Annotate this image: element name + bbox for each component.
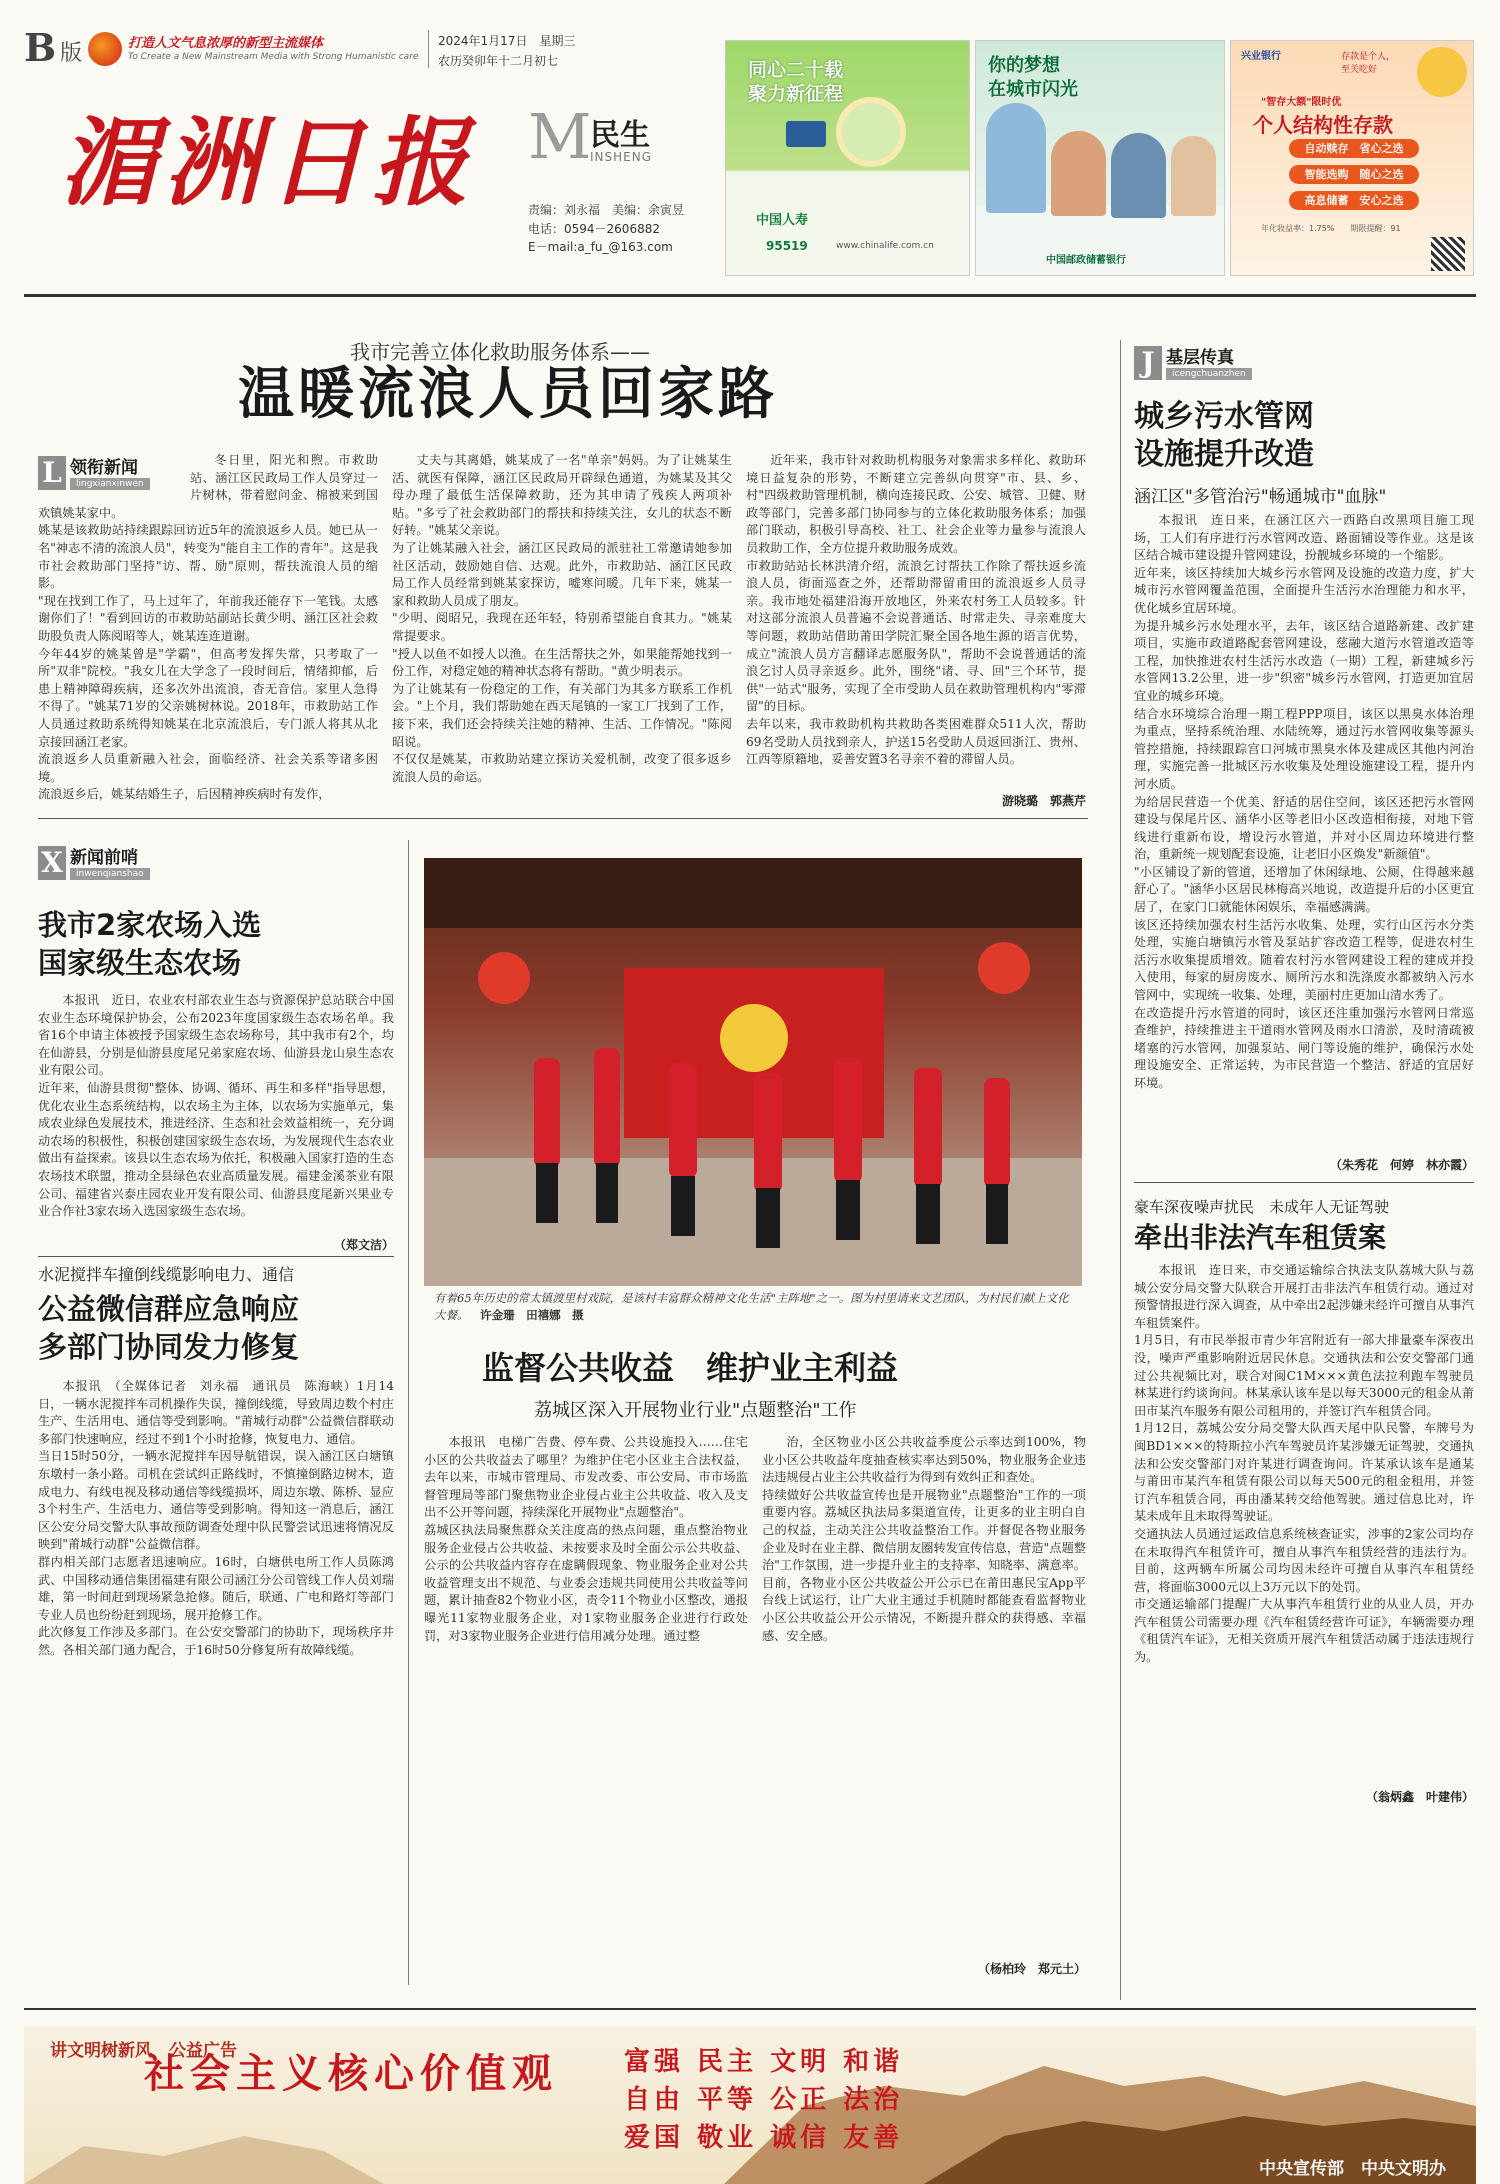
person-image bbox=[1051, 131, 1106, 216]
psa-header: 讲文明树新风 公益广告 bbox=[50, 2041, 237, 2061]
center-byline: （杨柏玲 郑元土） bbox=[977, 1962, 1086, 1976]
section-name: 民生 bbox=[590, 118, 650, 153]
edition-bar bbox=[24, 25, 714, 70]
section-py: lingxianxinwen bbox=[70, 478, 150, 490]
edition-label: 版 bbox=[60, 41, 83, 66]
center-col2: 治，全区物业小区公共收益季度公示率达到100%，物业小区公共收益年度抽查核实率达到50%，物业服务企业违法违规侵占业主公共收益行为得到有效纠正和查处。 持续做好公共收益宣传也是开展物业"点题整治"工作的一项重要内容。荔城区执法局多渠道宣传，让更多的业主明白自己的权益，主动关注公共收益整治工作。并督促各物业服务企业及时在业主群、微信朋友圈转发宣传信息，营造"点题整治"工作氛围，进一步提升业主的支持率、知晓率、满意率。目前，各物业小区公共收益公开公示已在莆田惠民宝App平台线上试运行，让广大业主通过手机随时都能查看监督物业小区公共收益公开公示情况，不断提升群众的获得感、幸福感、安全感。 bbox=[762, 1435, 1086, 1643]
lead-col1 bbox=[38, 452, 378, 812]
lead-kicker: 我市完善立体化救助服务体系—— bbox=[350, 340, 650, 364]
right-kicker2: 豪车深夜噪声扰民 未成年人无证驾驶 bbox=[1134, 1198, 1390, 1216]
section-letter: X bbox=[38, 846, 66, 880]
lead-byline: 游晓璐 郭燕芹 bbox=[1001, 794, 1086, 808]
ad3-item: 智能选购 随心之选 bbox=[1289, 165, 1419, 184]
section-label-right bbox=[1134, 346, 1252, 380]
right-subhead: 涵江区"多管治污"畅通城市"血脉" bbox=[1134, 487, 1387, 507]
section-masthead bbox=[528, 100, 718, 256]
photo-credit: 许金珊 田禧娜 摄 bbox=[480, 1308, 584, 1322]
psa-line1: 富强 民主 文明 和谐 bbox=[624, 2047, 904, 2077]
divider bbox=[428, 30, 429, 68]
paper-name: 湄洲日报 bbox=[60, 106, 476, 219]
person-image bbox=[986, 103, 1046, 213]
ad1-title1: 同心二十载 bbox=[748, 59, 844, 81]
section-cn: 领衔新闻 bbox=[70, 458, 138, 478]
ad2-brand: 中国邮政储蓄银行 bbox=[1046, 255, 1126, 266]
photo-caption bbox=[434, 1290, 1074, 1324]
section-letter: L bbox=[38, 456, 66, 490]
ad2-title2: 在城市闪光 bbox=[988, 79, 1078, 100]
lead-headline: 温暖流浪人员回家路 bbox=[238, 362, 778, 427]
left-headline1a: 我市2家农场入选 bbox=[38, 908, 262, 942]
slogan: 打造人文气息浓厚的新型主流媒体 bbox=[128, 36, 324, 51]
psa-line2: 自由 平等 公正 法治 bbox=[624, 2085, 904, 2115]
editors: 责编：刘永福 美编：余寅昱 bbox=[528, 203, 685, 217]
divider bbox=[38, 818, 1088, 819]
psa-slogans bbox=[24, 2026, 1476, 2184]
left-headline2a: 公益微信群应急响应 bbox=[38, 1292, 300, 1326]
edition-letter: B bbox=[24, 25, 57, 70]
lead-col2: 丈夫与其离婚，姚某成了一名"单亲"妈妈。为了让姚某生活、就医有保障，涵江区民政局开辟绿色通道，为姚某及其父母办理了最低生活保障救助，还为其申请了残疾人两项补贴。"多亏了社会救助部门的帮扶和持续关注，女儿的状态不断好转。"姚某父亲说。 为了让姚某融入社会，涵江区民政局的派驻社工常邀请她参加社区活动，鼓励她自信、达观。此外，市救助站、涵江区民政局工作人员经常到姚某家探访，嘘寒问暖。几年下来，姚某一家和救助人员成了朋友。 "少明、阅昭兄，我现在还年轻，特别希望能自食其力。"姚某常提要求。 "授人以鱼不如授人以渔。在生活帮扶之外，如果能帮她找到一份工作，对稳定她的精神状态将有帮助。"黄少明表示。 为了让姚某有一份稳定的工作，有关部门为其多方联系工作机会。"上个月，我们帮助她在西天尾镇的一家工厂找到了工作，接下来，我们还会持续关注她的精神、生活、工作情况。"陈阅昭说。 不仅仅是姚某，市救助站建立探访关爱机制，改变了很多返乡流浪人员的命运。 bbox=[392, 453, 732, 784]
phone: 电话：0594－2606882 bbox=[528, 222, 660, 236]
section-py: inwenqianshao bbox=[70, 868, 150, 880]
ad-industrial-bank[interactable] bbox=[1230, 40, 1474, 276]
section-py: icengchuanzhen bbox=[1166, 368, 1252, 380]
ad2-title1: 你的梦想 bbox=[988, 55, 1060, 76]
train-icon bbox=[786, 121, 826, 147]
right-headline1: 城乡污水管网 bbox=[1134, 399, 1314, 434]
ad3-note: 年化收益率：1.75% 期限提醒：91 bbox=[1261, 224, 1401, 233]
column-divider bbox=[1120, 340, 1121, 2000]
ad3-item: 自动赎存 省心之选 bbox=[1289, 139, 1419, 158]
section-letter: J bbox=[1134, 346, 1162, 380]
qr-code-icon[interactable] bbox=[1431, 237, 1465, 271]
left-headline1b: 国家级生态农场 bbox=[38, 946, 242, 980]
right-body2: 本报讯 连日来，市交通运输综合执法支队荔城大队与荔城公安分局交警大队联合开展打击非法汽车租赁行动。通过对预警情报进行深入调查，从中牵出2起涉嫌未经许可擅自从事汽车租赁案件。 1月5日，有市民举报市青少年宫附近有一部大排量豪车深夜出没，噪声严重影响附近居民休息。交通执法和公安交警部门通过公共视频比对，联合对闽C1M×××黄色法拉利跑车驾驶员林某进行约谈询问。林某承认该车是以每天3000元的租金从莆田市某汽车服务有限公司租用的，并签订汽车租赁合同。 1月12日，荔城公安分局交警大队西天尾中队民警，车牌号为闽BD1×××的特斯拉小汽车驾驶员许某涉嫌无证驾驶，交通执法和公安交警部门对许某进行调查询问。许某承认该车是通某与莆田市某汽车租赁有限公司以每天500元的租金租用，并签订汽车租赁合同，再由潘某转交给他驾驶。通过信息比对，许某未成年且未取得驾驶证。 交通执法人员通过运政信息系统核查证实，涉事的2家公司均存在未取得汽车租赁许可，擅自从事汽车租赁经营的违法行为。目前，这两辆车所属公司均因未经许可擅自从事汽车租赁经营，将面临3000元以上3万元以下的处罚。 市交通运输部门提醒广大从事汽车租赁行业的从业人员，开办汽车租赁公司需要办理《汽车租赁经营许可证》，车辆需要办理《租赁汽车证》，无相关资质开展汽车租赁活动属于违法违规行为。 bbox=[1134, 1263, 1474, 1665]
lead-col3: 近年来，我市针对救助机构服务对象需求多样化、救助环境日益复杂的形势，不断建立完善纵向贯穿"市、县、乡、村"四级救助管理机制，横向连接民政、公安、城管、卫健、财政等部门，完善多部门协同参与的立体化救助服务体系；加强部门联动，积极引导高校、社工、社会企业等力量参与流浪人员救助工作，全方位提升救助服务成效。 市救助站站长林洪清介绍，流浪乞讨帮扶工作除了帮扶返乡流浪人员，街面巡查之外，还帮助滞留甫田的流浪返乡人员寻亲。我市地处福建沿海开放地区，外来农村务工人员较多。针对这部分流浪人员普遍不会说普通话、时常走失、寻亲难度大等问题，救助站借助莆田学院汇聚全国各地生源的语言优势，成立"流浪人员方言翻译志愿服务队"，帮助不会说普通话的流浪乞讨人员寻亲返乡。此外，围绕"诸、寻、回"三个环节，提供"一站式"服务，实现了全市受助人员在救助管理机构内"零滞留"的目标。 去年以来，我市救助机构共救助各类困难群众511人次，帮助69名受助人员找到亲人，护送15名受助人员返回浙江、贵州、江西等原籍地，妥善安置3名寻亲不着的滞留人员。 bbox=[746, 453, 1086, 767]
ad-china-life[interactable] bbox=[725, 40, 970, 276]
right-byline1: （朱秀花 何婷 林亦霞） bbox=[1329, 1158, 1474, 1172]
column-divider bbox=[408, 840, 409, 1985]
person-image bbox=[1111, 133, 1166, 218]
right-byline2: （翁炳鑫 叶建伟） bbox=[1365, 1790, 1474, 1804]
lead-col1-text: 冬日里，阳光和煦。市救助站、涵江区民政局工作人员穿过一片树林，带着慰问金、棉被来到国欢镇姚某家中。 姚某是该救助站持续跟踪回访近5年的流浪返乡人员。她已从一名"神志不清的流浪人员"，转变为"能自主工作的青年"。这是我市社会救助部门坚持"访、帮、励"原则，帮扶流浪人员的缩影。 "现在找到工作了，马上过年了，年前我还能存下一笔钱。太感谢你们了！"看到回访的市救助站副站长黄少明、涵江区社会救助股负责人陈阅昭等人，姚某连连道谢。 今年44岁的姚某曾是"学霸"，但高考发挥失常，只考取了一所"双非"院校。"我女儿在大学念了一段时间后，情绪抑郁，后患上精神障碍疾病，还多次外出流浪，杳无音信。家里人急得不得了。"姚某71岁的父亲姚树林说。2018年，市救助站工作人员通过救助系统得知姚某在北京流浪后，专门派人将其从北京接回涵江老家。 流浪返乡人员重新融入社会，面临经济、社会关系等诸多困境。 流浪返乡后，姚某结婚生子，后因精神疾病时有发作， bbox=[38, 453, 378, 802]
ad1-brand: 中国人寿 bbox=[756, 213, 809, 228]
email: E－mail:a_fu_@163.com bbox=[528, 240, 673, 254]
section-pinyin: INSHENG bbox=[590, 150, 653, 164]
photo-dancers bbox=[424, 858, 1082, 1286]
bee-mascot-icon bbox=[1417, 47, 1467, 97]
left-body2: 本报讯 （全媒体记者 刘永福 通讯员 陈海峡）1月14日，一辆水泥搅拌车司机操作失误，撞倒线缆，导致周边数个村庄生产、生活用电、通信等受到影响。"莆城行动群"公益微信群联动多部门快速响应，经过不到1个小时抢修，恢复电力、通信。 当日15时50分，一辆水泥搅拌车因导航错误，误入涵江区白塘镇东墩村一条小路。司机在尝试纠正路线时，不慎撞倒路边树木，造成电力、有线电视及移动通信等线缆损坏，周边东墩、陈桥、显应3个村生产、生活电力、通信等受到影响。得知这一消息后，涵江区公安分局交警大队事故预防调查处理中队民警尝试迅速将情况反映到"莆城行动群"公益微信群。 群内相关部门志愿者迅速响应。16时，白塘供电所工作人员陈鸿武、中国移动通信集团福建有限公司涵江分公司管线工作人员刘瑞雄，第一时间赶到现场紧急抢修。随后，联通、广电和路灯等部门专业人员也纷纷赶到现场，展开抢修工作。 此次修复工作涉及多部门。在公安交警部门的协助下，现场秩序井然。各相关部门通力配合，于16时50分修复所有故障线缆。 bbox=[38, 1379, 394, 1657]
right-headline3: 牵出非法汽车租赁案 bbox=[1134, 1221, 1387, 1254]
photo-image bbox=[424, 858, 1082, 1286]
section-label-left bbox=[38, 846, 150, 880]
ad3-title: 个人结构性存款 bbox=[1253, 113, 1393, 137]
ad3-tag: "智存大额"限时优 bbox=[1261, 97, 1342, 108]
ad1-title2: 聚力新征程 bbox=[748, 83, 844, 105]
ad3-side: 存款是个人，至关吃好 bbox=[1341, 52, 1396, 75]
lunar-date: 农历癸卯年十二月初七 bbox=[438, 54, 559, 68]
psa-sponsor: 中央宣传部 中央文明办 bbox=[1259, 2159, 1446, 2179]
divider bbox=[38, 1256, 394, 1257]
logo-icon bbox=[88, 32, 122, 66]
divider bbox=[1134, 1182, 1474, 1183]
masthead-rule bbox=[24, 294, 1476, 297]
slogan-en: To Create a New Mainstream Media with Strong Humanistic care bbox=[128, 52, 419, 62]
right-body: 本报讯 连日来，在涵江区六一西路白改黑项目施工现场，工人们有序进行污水管网改造、路面铺设等作业。这是该区结合城市建设提升管网建设，扮靓城乡环境的一个缩影。 近年来，该区持续加大城乡污水管网及设施的改造力度，扩大城市污水管网覆盖范围，全面提升生活污水治理能力和水平，优化城乡宜居环境。 为提升城乡污水处理水平，去年，该区结合道路新建、改扩建项目，实施市政道路配套管网建设，慈融大道污水管道改造等工程，加快推进农村生活污水改造（一期）工程，新建城乡污水管网13.2公里，进一步"织密"城乡污水管网，打造更加宜居宜业的城乡环境。 结合水环境综合治理一期工程PPP项目，该区以黑臭水体治理为重点，坚持系统治理、水陆统筹，通过污水管网收集等源头管控措施，持续跟踪宫口河城市黑臭水体及建成区其他内河治理，实施完善一批城区污水收集及处理设施建设工程，提升内河水质。 为给居民营造一个优美、舒适的居住空间，该区还把污水管网建设与保尾片区、涵华小区等老旧小区改造相衔接，对地下管线进行重新布设，增设污水管道，并对小区周边环境进行整治，重新统一规划配套设施，让老旧小区焕发"新颜值"。 "小区铺设了新的管道，还增加了休闲绿地、公厕，住得越来越舒心了。"涵华小区居民林梅高兴地说，改造提升后的小区更宜居了，在家门口就能休闲娱乐，幸福感满满。 该区还持续加强农村生活污水收集、处理，实行山区污水分类处理，实施白塘镇污水管及泵站扩容改造工程等，促进农村生活污水收集提质增效。随着农村污水管网建设工程的建成并投入使用，每家的厨房废水、厕所污水和洗涤废水都被纳入污水管网中，实现统一收集、处理，美丽村庄更加山清水秀了。 在改造提升污水管道的同时，该区还注重加强污水管网日常巡查维护，持续推进主干道雨水管网及雨水口清淤，及时清疏被堵塞的污水管网，加强泵站、闸门等设施的维护，确保污水处理设施安全、正常运转，为市民营造一个整洁、舒适的宜居好环境。 bbox=[1134, 513, 1474, 1090]
date: 2024年1月17日 星期三 bbox=[438, 34, 576, 48]
left-headline2b: 多部门协同发力修复 bbox=[38, 1330, 300, 1364]
left-body1: 本报讯 近日，农业农村部农业生态与资源保护总站联合中国农业生态环境保护协会，公布2023年度国家级生态农场名单。我省16个申请主体被授予国家级生态农场称号，其中我市有2个，均在仙游县，分别是仙游县度尾兄弟家庭农场、仙游县龙山泉生态农业有限公司。 近年来，仙游县贯彻"整体、协调、循环、再生和多样"指导思想，优化农业生态系统结构，以农场主为主体，以农场为实施单元，集成农业绿色发展技术，推进经济、生态和社会效益相统一，充分调动农场的积极性，积极创建国家级生态农场，为发展现代生态农业做出有益探索。该县以生态农场为依托，积极融入国家打造的生态农场技术联盟，推动全县绿色农业高质量发展。福建金溪茶业有限公司、福建省兴泰庄园农业开发有限公司、仙游县度尾新兴果业专业合作社3家农场入选国家级生态农场。 bbox=[38, 993, 394, 1219]
section-cn: 新闻前哨 bbox=[70, 848, 138, 868]
left-byline1: （郑文洁） bbox=[333, 1238, 394, 1252]
anniversary-icon bbox=[836, 97, 906, 167]
section-letter: M bbox=[528, 100, 592, 173]
ad1-url: www.chinalife.com.cn bbox=[836, 241, 934, 251]
ad1-hotline: 95519 bbox=[766, 239, 808, 253]
psa-title: 社会主义核心价值观 bbox=[144, 2050, 558, 2097]
center-subhead: 荔城区深入开展物业行业"点题整治"工作 bbox=[534, 1400, 857, 1421]
person-image bbox=[1171, 136, 1216, 216]
center-headline: 监督公共收益 维护业主利益 bbox=[482, 1349, 899, 1387]
right-headline2: 设施提升改造 bbox=[1134, 437, 1314, 472]
center-col1: 本报讯 电梯广告费、停车费、公共设施投入……住宅小区的公共收益去了哪里？为维护住宅小区业主合法权益，去年以来，市城市管理局、市发改委、市公安局、市市场监督管理局等部门聚焦物业企业侵占业主公共收益、收入及支出不公开等问题，持续深化开展物业"点题整治"。 荔城区执法局聚焦群众关注度高的热点问题，重点整治物业服务企业侵占公共收益、未按要求及时全面公示公共收益、公示的公共收益内容存在虚瞒假现象、物业服务企业对公共收益管理支出不规范、与业委会违规共同使用公共收益等问题，累计抽查82个物业小区，责令11个物业小区整改，通报曝光11家物业服务企业，对1家物业服务企业进行行政处罚，对3家物业服务企业进行信用减分处理。通过整 bbox=[424, 1435, 748, 1643]
ad3-item: 高息储蓄 安心之选 bbox=[1289, 191, 1419, 210]
ad3-brand: 兴业银行 bbox=[1241, 51, 1281, 62]
left-kicker2: 水泥搅拌车撞倒线缆影响电力、通信 bbox=[38, 1265, 295, 1284]
psa-line3: 爱国 敬业 诚信 友善 bbox=[624, 2123, 904, 2153]
section-cn: 基层传真 bbox=[1166, 348, 1234, 368]
ad-postal-bank[interactable] bbox=[975, 40, 1225, 276]
photo-caption-text: 有着65年历史的常太镇渡里村戏院，是该村丰富群众精神文化生活"主阵地"之一。图为村里请来文艺团队，为村民们献上文化大餐。 bbox=[434, 1291, 1069, 1322]
